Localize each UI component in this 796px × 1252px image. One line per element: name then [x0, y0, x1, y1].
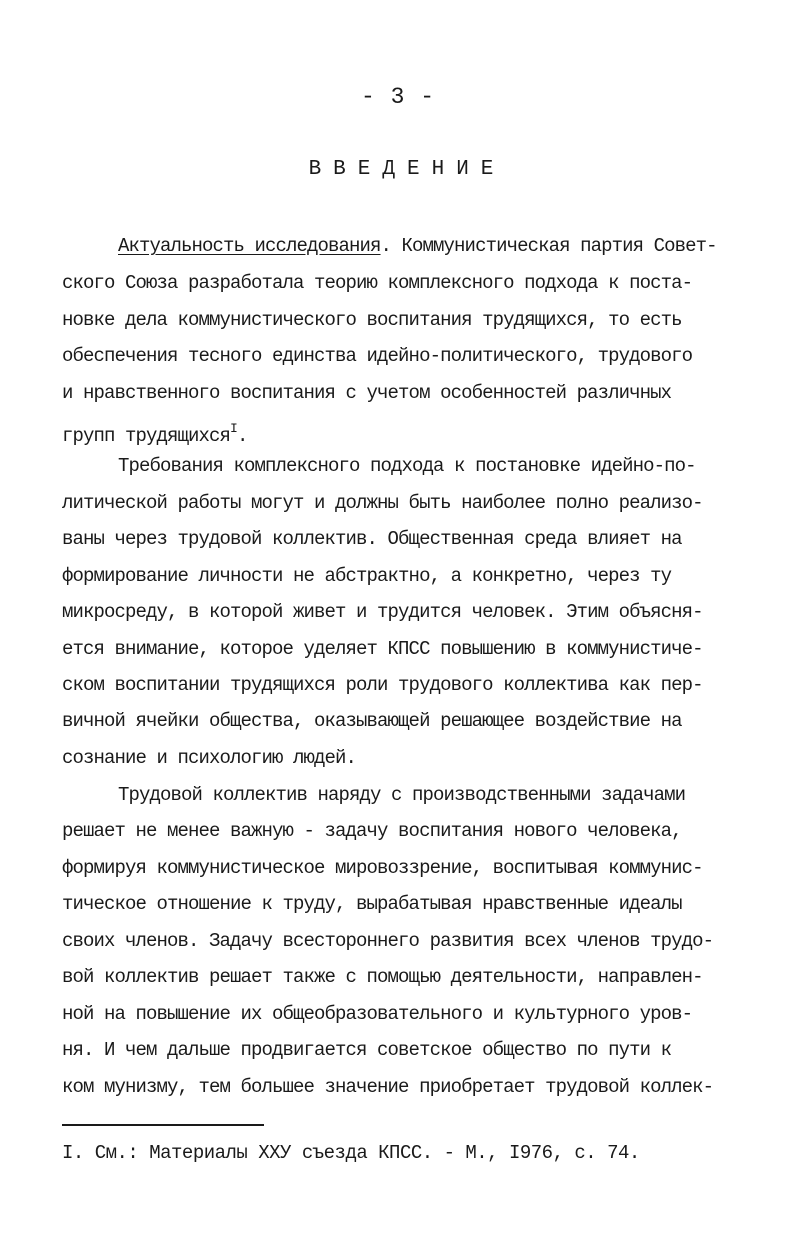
text-line: вичной ячейки общества, оказывающей решающее воздействие на	[62, 710, 682, 732]
text-line: литической работы могут и должны быть наиболее полно реализо-	[62, 492, 703, 514]
text-line: Трудовой коллектив наряду с производственными задачами	[118, 784, 686, 806]
lead-phrase: Актуальность исследования	[118, 235, 381, 257]
text-line	[118, 233, 758, 259]
text-line: ком мунизму, тем большее значение приобретает трудовой коллек-	[62, 1076, 714, 1098]
text-line: ется внимание, которое уделяет КПСС повышению в коммунистиче-	[62, 638, 703, 660]
footnote-divider	[62, 1124, 264, 1126]
text-line: ня. И чем дальше продвигается советское общество по пути к	[62, 1039, 672, 1061]
footnote-marker: I	[230, 421, 237, 436]
text-line: и нравственного воспитания с учетом особенностей различных	[62, 382, 672, 404]
text-line: новке дела коммунистического воспитания трудящихся, то есть	[62, 309, 682, 331]
section-title: ВВЕДЕНИЕ	[308, 158, 506, 181]
line-text: групп трудящихся	[62, 425, 231, 447]
text-line: Требования комплексного подхода к постановке идейно-по-	[118, 455, 696, 477]
line-text: . Коммунистическая партия Совет-	[380, 235, 717, 257]
text-line: своих членов. Задачу всестороннего развития всех членов трудо-	[62, 930, 714, 952]
footnote: I. См.: Материалы XXУ съезда КПСС. - М., I976, с. 74.	[62, 1142, 640, 1164]
text-line: обеспечения тесного единства идейно-политического, трудового	[62, 345, 693, 367]
text-line: решает не менее важную - задачу воспитания нового человека,	[62, 820, 682, 842]
text-line: ной на повышение их общеобразовательного и культурного уров-	[62, 1003, 693, 1025]
text-line: формируя коммунистическое мировоззрение, воспитывая коммунис-	[62, 857, 703, 879]
text-line: ском воспитании трудящихся роли трудового коллектива как пер-	[62, 674, 703, 696]
text-line: микросреду, в которой живет и трудится человек. Этим объясня-	[62, 601, 703, 623]
text-line: сознание и психологию людей.	[62, 747, 357, 769]
text-line: тическое отношение к труду, вырабатывая нравственные идеалы	[62, 893, 682, 915]
text-line: ского Союза разработала теорию комплексного подхода к поста-	[62, 272, 693, 294]
text-line: вой коллектив решает также с помощью деятельности, направлен-	[62, 966, 703, 988]
line-tail: .	[236, 425, 248, 447]
text-line: ваны через трудовой коллектив. Общественная среда влияет на	[62, 528, 682, 550]
text-line	[62, 416, 762, 449]
text-line: формирование личности не абстрактно, а конкретно, через ту	[62, 565, 672, 587]
page-number: - 3 -	[360, 84, 435, 110]
